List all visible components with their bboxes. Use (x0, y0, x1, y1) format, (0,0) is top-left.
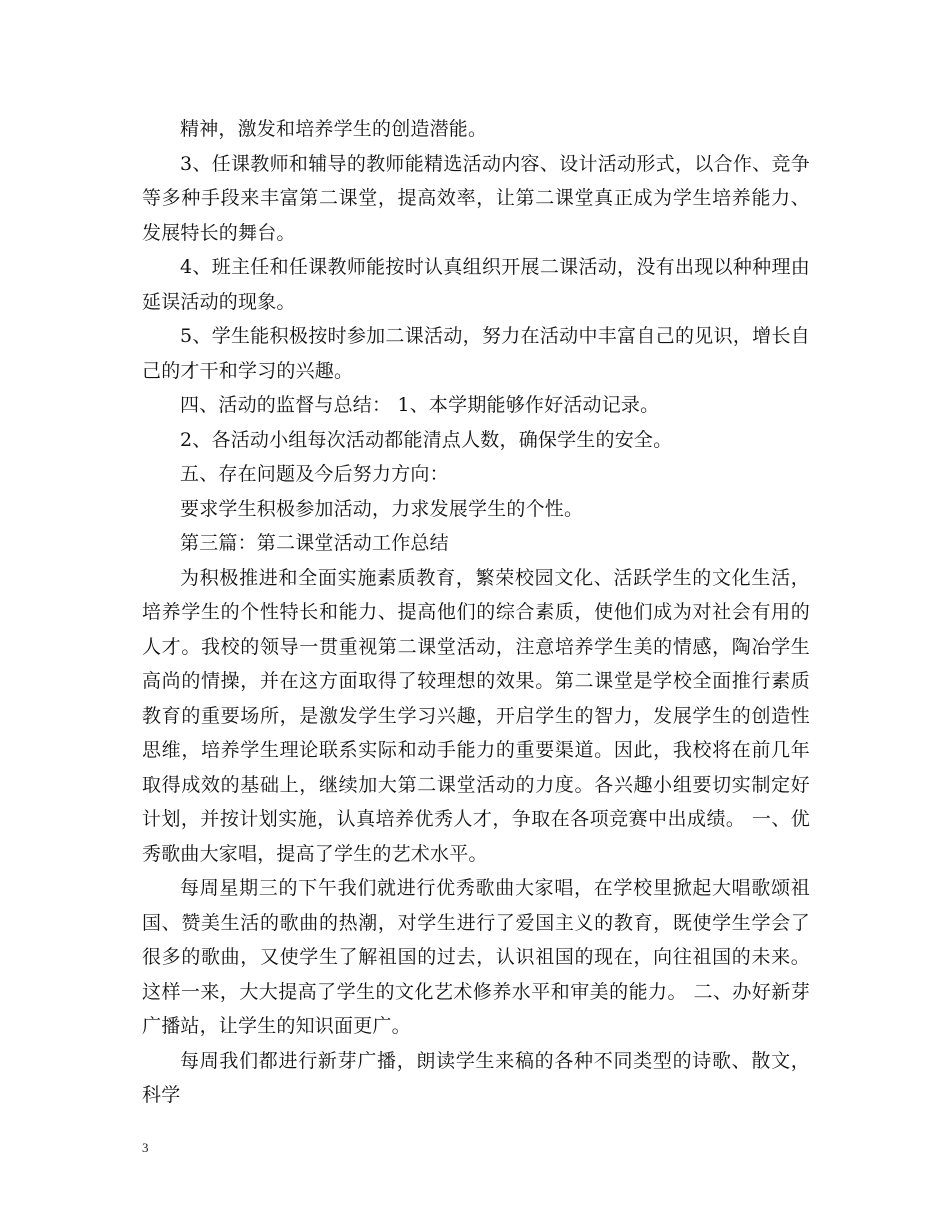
paragraph-10: 为积极推进和全面实施素质教育，繁荣校园文化、活跃学生的文化生活，培养学生的个性特长和能力、提高他们的综合素质，使他们成为对社会有用的人才。我校的领导一贯重视第二课堂活动，注意培养学生美的情感，陶冶学生高尚的情操，并在这方面取得了较理想的效果。第二课堂是学校全面推行素质教育的重要场所，是激发学生学习兴趣，开启学生的智力，发展学生的创造性思维，培养学生理论联系实际和动手能力的重要渠道。因此，我校将在前几年取得成效的基础上，继续加大第二课堂活动的力度。各兴趣小组要切实制定好计划，并按计划实施，认真培养优秀人才，争取在各项竞赛中出成绩。 一、优秀歌曲大家唱，提高了学生的艺术水平。 (142, 566, 810, 865)
paragraph-4: 5、学生能积极按时参加二课活动，努力在活动中丰富自己的见识，增长自己的才干和学习的兴趣。 (142, 325, 810, 382)
document-body (142, 112, 810, 1113)
paragraph-5: 四、活动的监督与总结： 1、本学期能够作好活动记录。 (180, 394, 660, 416)
paragraph-3: 4、班主任和任课教师能按时认真组织开展二课活动，没有出现以种种理由延误活动的现象。 (142, 256, 810, 313)
section-heading: 第三篇：第二课堂活动工作总结 (180, 532, 449, 554)
paragraph-11: 每周星期三的下午我们就进行优秀歌曲大家唱，在学校里掀起大唱歌颂祖国、赞美生活的歌曲的热潮，对学生进行了爱国主义的教育，既使学生学会了很多的歌曲，又使学生了解祖国的过去，认识祖国的现在，向往祖国的未来。这样一来，大大提高了学生的文化艺术修养水平和审美的能力。 二、办好新芽广播站，让学生的知识面更广。 (142, 877, 810, 1037)
paragraph-7: 五、存在问题及今后努力方向： (180, 463, 449, 485)
paragraph-1: 精神，激发和培养学生的创造潜能。 (180, 118, 488, 140)
page-number: 3 (142, 1140, 149, 1155)
paragraph-12: 每周我们都进行新芽广播，朗读学生来稿的各种不同类型的诗歌、散文，科学 (142, 1049, 810, 1106)
paragraph-6: 2、各活动小组每次活动都能清点人数，确保学生的安全。 (180, 428, 673, 451)
paragraph-2: 3、任课教师和辅导的教师能精选活动内容、设计活动形式，以合作、竞争等多种手段来丰富第二课堂，提高效率，让第二课堂真正成为学生培养能力、发展特长的舞台。 (142, 152, 810, 244)
paragraph-8: 要求学生积极参加活动，力求发展学生的个性。 (180, 497, 584, 520)
